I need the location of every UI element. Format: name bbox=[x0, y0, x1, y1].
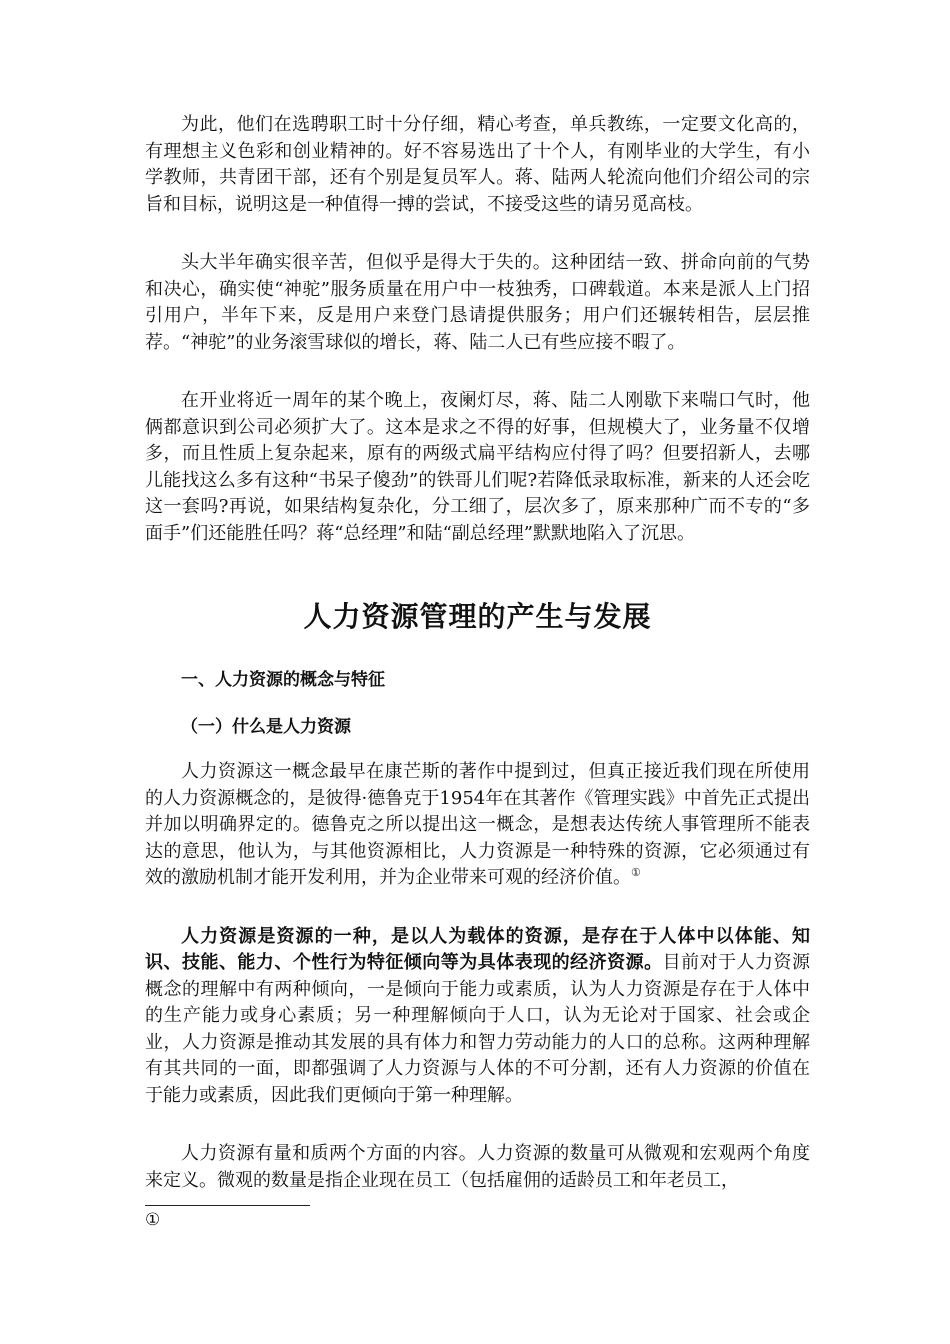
definition-paragraph bbox=[145, 759, 810, 892]
subsection-heading: （一）什么是人力资源 bbox=[181, 717, 351, 737]
footnote-reference[interactable]: ① bbox=[631, 866, 641, 879]
intro-paragraph-2: 头大半年确实很辛苦，但似乎是得大于失的。这种团结一致、拼命向前的气势和决心，确实使“神驼”服务质量在用户中一枝独秀，口碑载道。本来是派人上门招引用户，半年下来，反是用户来登门恳请提供服务；用户们还辗转相告，层层推荐。“神驼”的业务滚雪球似的增长，蒋、陆二人已有些应接不暇了。 bbox=[145, 252, 810, 353]
document-body bbox=[145, 112, 810, 1194]
definition-text: 人力资源这一概念最早在康芒斯的著作中提到过，但真正接近我们现在所使用的人力资源概念的，是彼得·德鲁克于1954年在其著作《管理实践》中首先正式提出并加以明确界定的。德鲁克之所以提出这一概念，是想表达传统人事管理所不能表达的意思，他认为，与其他资源相比，人力资源是一种特殊的资源，它必须通过有效的激励机制才能开发利用，并为企业带来可观的经济价值。 bbox=[145, 761, 810, 888]
intro-paragraph-3: 在开业将近一周年的某个晚上，夜阑灯尽，蒋、陆二人刚歇下来喘口气时，他俩都意识到公司必须扩大了。这本是求之不得的好事，但规模大了，业务量不仅增多，而且性质上复杂起来，原有的两级式扁平结构应付得了吗？但要招新人，去哪儿能找这么多有这种“书呆子傻劲”的铁哥儿们呢?若降低录取标准，新来的人还会吃这一套吗?再说，如果结构复杂化，分工细了，层次多了，原来那种广而不专的“多面手”们还能胜任吗？蒋“总经理”和陆“副总经理”默默地陷入了沉思。 bbox=[145, 390, 810, 544]
section-heading: 一、人力资源的概念与特征 bbox=[181, 670, 385, 690]
footnote: ① bbox=[145, 1210, 161, 1230]
concept-paragraph bbox=[145, 924, 810, 1110]
intro-paragraph-1: 为此，他们在选聘职工时十分仔细，精心考查，单兵教练，一定要文化高的，有理想主义色彩和创业精神的。好不容易选出了十个人，有刚毕业的大学生，有小学教师，共青团干部，还有个别是复员军人。蒋、陆两人轮流向他们介绍公司的宗旨和目标，说明这是一种值得一搏的尝试，不接受这些的请另觅高枝。 bbox=[145, 114, 810, 215]
footnote-divider bbox=[145, 1205, 310, 1206]
concept-rest: 目前对于人力资源概念的理解中有两种倾向，一是倾向于能力或素质，认为人力资源是存在于人体中的生产能力或身心素质；另一种理解倾向于人口，认为无论对于国家、社会或企业，人力资源是推动其发展的具有体力和智力劳动能力的人口的总称。这两种理解有其共同的一面，即都强调了人力资源与人体的不可分割，还有人力资源的价值在于能力或素质，因此我们更倾向于第一种理解。 bbox=[145, 952, 811, 1106]
concept-bold-lead: 人力资源是资源的一种，是以人为载体的资源，是存在于人体中以体能、知识、技能、能力、个性行为特征倾向等为具体表现的经济资源。 bbox=[145, 925, 810, 973]
quantity-paragraph: 人力资源有量和质两个方面的内容。人力资源的数量可从微观和宏观两个角度来定义。微观的数量是指企业现在员工（包括雇佣的适龄员工和年老员工， bbox=[145, 1143, 810, 1191]
chapter-title: 人力资源管理的产生与发展 bbox=[303, 600, 652, 633]
